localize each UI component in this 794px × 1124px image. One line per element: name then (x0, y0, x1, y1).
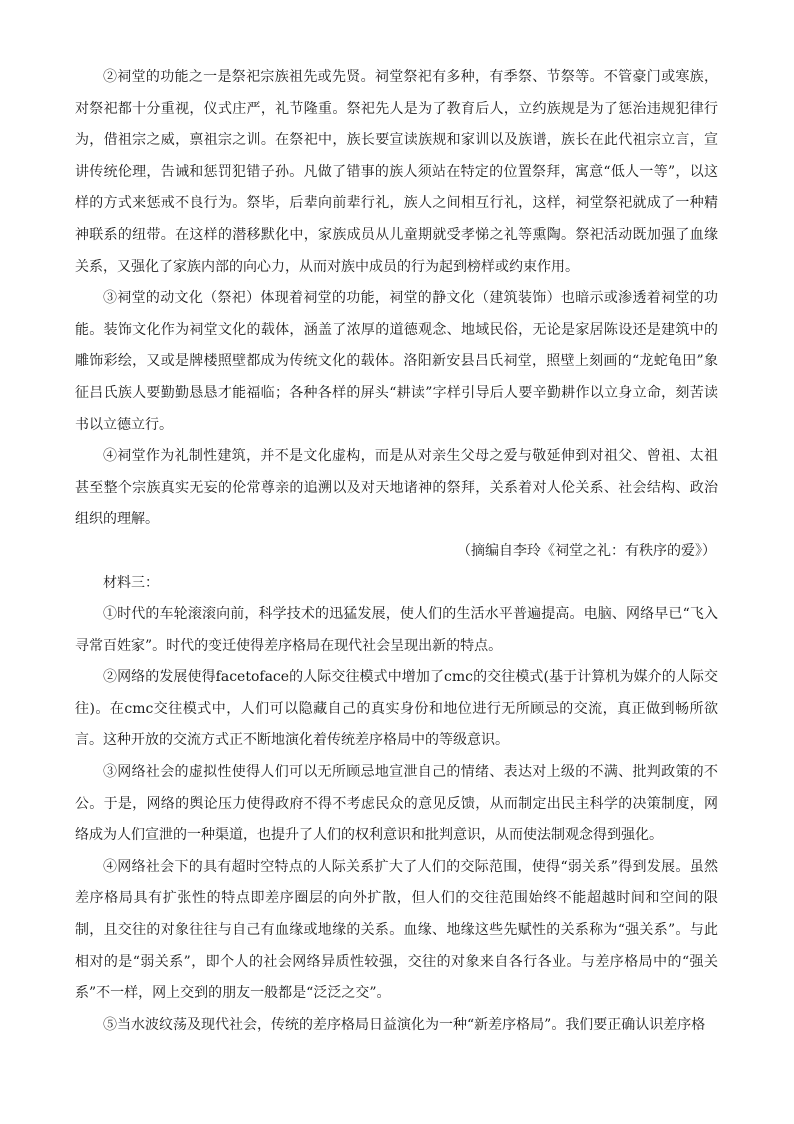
material3-paragraph-2: ②网络的发展使得facetoface的人际交往模式中增加了cmc的交往模式(基于计算机为媒介的人际交往)。在cmc交往模式中，人们可以隐藏自己的真实身份和地位进行无所顾忌的交流，真正做到畅所欲言。这种开放的交流方式正不断地演化着传统差序格局中的等级意识。 (75, 669, 718, 749)
material2-paragraph-3: ③祠堂的动文化（祭祀）体现着祠堂的功能，祠堂的静文化（建筑装饰）也暗示或渗透着祠堂的功能。装饰文化作为祠堂文化的载体，涵盖了浓厚的道德观念、地域民俗，无论是家居陈设还是建筑中的雕饰彩绘，又或是牌楼照壁都成为传统文化的载体。洛阳新安县吕氏祠堂，照壁上刻画的“龙蛇龟田”象征吕氏族人要勤勤恳恳才能福临；各种各样的屏头“耕读”字样引导后人要辛勤耕作以立身立命，刻苦读书以立德立行。 (75, 290, 718, 433)
material3-paragraph-5: ⑤当水波纹荡及现代社会，传统的差序格局日益演化为一种“新差序格局”。我们要正确认识差序格 (103, 1016, 706, 1033)
material3-paragraph-4: ④网络社会下的具有超时空特点的人际关系扩大了人们的交际范围，使得“弱关系”得到发展。虽然差序格局具有扩张性的特点即差序圈层的向外扩散，但人们的交往范围始终不能超越时间和空间的限制，且交往的对象往往与自己有血缘或地缘的关系。血缘、地缘这些先赋性的关系称为“强关系”。与此相对的是“弱关系”，即个人的社会网络异质性较强，交往的对象来自各行各业。与差序格局中的“强关系”不一样，网上交到的朋友一般都是“泛泛之交”。 (75, 858, 718, 1002)
material3-paragraph-1: ①时代的车轮滚滚向前，科学技术的迅猛发展，使人们的生活水平普遍提高。电脑、网络早已“飞入寻常百姓家”。时代的变迁使得差序格局在现代社会呈现出新的特点。 (75, 606, 718, 654)
document-page (75, 62, 718, 1041)
material2-paragraph-4: ④祠堂作为礼制性建筑，并不是文化虚构，而是从对亲生父母之爱与敬延伸到对祖父、曾祖、太祖甚至整个宗族真实无妄的伦常尊亲的追溯以及对天地诸神的祭拜，关系着对人伦关系、社会结构、政治组织的理解。 (75, 448, 718, 528)
material2-source-citation: （摘编自李玲《祠堂之礼：有秩序的爱》） (457, 542, 716, 559)
material2-paragraph-2: ②祠堂的功能之一是祭祀宗族祖先或先贤。祠堂祭祀有多种，有季祭、节祭等。不管豪门或寒族，对祭祀都十分重视，仪式庄严，礼节隆重。祭祀先人是为了教育后人，立约族规是为了惩治违规犯律行为，借祖宗之威，禀祖宗之训。在祭祀中，族长要宣读族规和家训以及族谱，族长在此代祖宗立言，宣讲传统伦理，告诫和惩罚犯错子孙。凡做了错事的族人须站在特定的位置祭拜，寓意“低人一等”，以这样的方式来惩戒不良行为。祭毕，后辈向前辈行礼，族人之间相互行礼，这样，祠堂祭祀就成了一种精神联系的纽带。在这样的潜移默化中，家族成员从儿童期就受孝悌之礼等熏陶。祭祀活动既加强了血缘关系，又强化了家族内部的向心力，从而对族中成员的行为起到榜样或约束作用。 (75, 69, 718, 275)
material3-heading: 材料三： (103, 574, 159, 591)
material3-paragraph-3: ③网络社会的虚拟性使得人们可以无所顾忌地宣泄自己的情绪、表达对上级的不满、批判政策的不公。于是，网络的舆论压力使得政府不得不考虑民众的意见反馈，从而制定出民主科学的决策制度，网络成为人们宣泄的一种渠道，也提升了人们的权利意识和批判意识，从而使法制观念得到强化。 (75, 764, 718, 844)
